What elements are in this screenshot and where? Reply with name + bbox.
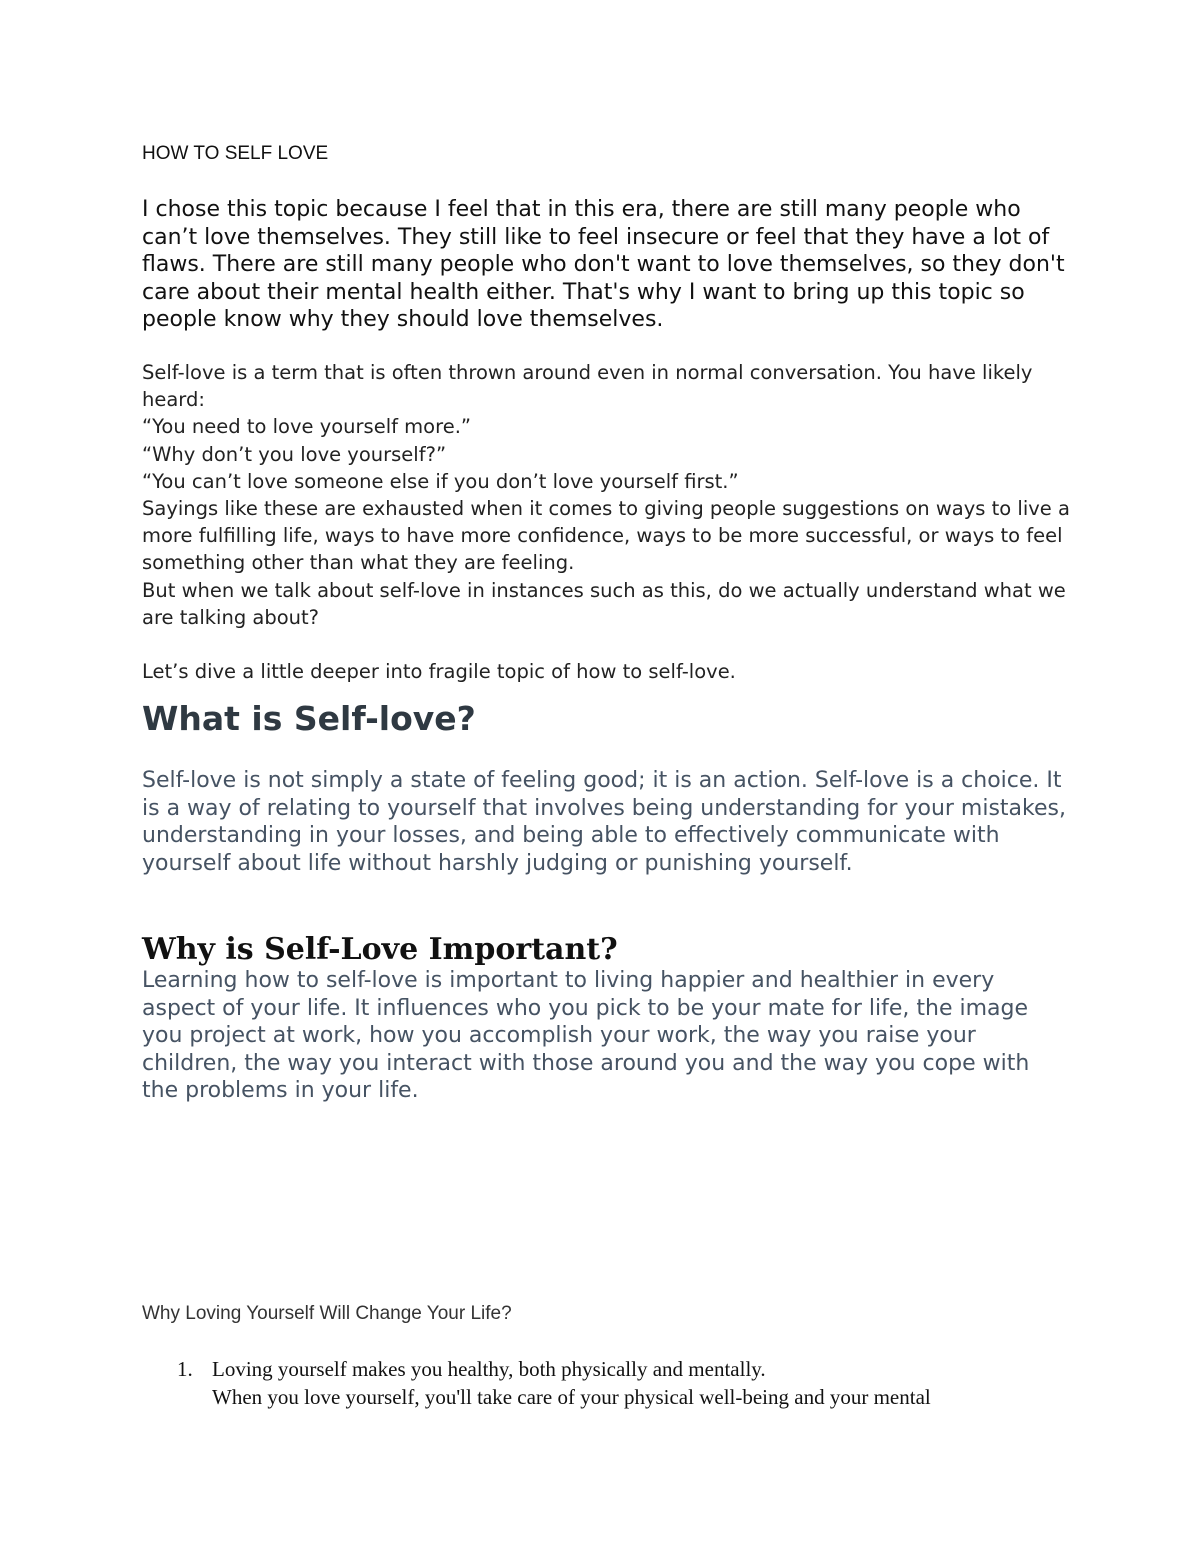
document-title: HOW TO SELF LOVE: [142, 143, 329, 164]
list-item-text: When you love yourself, you'll take care of your physical well-being and your mental: [212, 1385, 931, 1409]
why-important-body: Learning how to self-love is important to living happier and healthier in every aspect of your life. It influences who you pick to be your mate for life, the image you project at work, how you accomplish your work, the way you raise your children, the way you interact with those around you and the way you cope with the problems in your life.: [142, 968, 1030, 1104]
why-important-heading: Why is Self-Love Important?: [142, 932, 618, 967]
self-love-intro: [142, 359, 1072, 685]
intro-line: Self-love is a term that is often thrown around even in normal conversation. You have likely heard:: [142, 361, 1033, 412]
quote-line: “You can’t love someone else if you don’t love yourself first.”: [142, 469, 739, 493]
list-item-title: Loving yourself makes you healthy, both physically and mentally.: [212, 1357, 766, 1381]
reasons-list: [142, 1355, 1072, 1411]
what-is-self-love-heading: What is Self-love?: [142, 699, 476, 738]
list-item: [142, 1355, 1072, 1411]
list-number: 1.: [177, 1357, 193, 1381]
quote-line: “You need to love yourself more.”: [142, 415, 471, 439]
intro-paragraph: I chose this topic because I feel that in this era, there are still many people who can’t love themselves. They still like to feel insecure or feel that they have a lot of flaws. There are still many people who don't want to love themselves, so they don't care about their mental health either. That's why I want to bring up this topic so people know why they should love themselves.: [142, 197, 1065, 332]
change-life-heading: Why Loving Yourself Will Change Your Life?: [142, 1303, 512, 1324]
what-is-self-love-body: Self-love is not simply a state of feeling good; it is an action. Self-love is a choice. It is a way of relating to yourself that involves being understanding for your mistakes, understanding in your losses, and being able to effectively communicate with yourself about life without harshly judging or punishing yourself.: [142, 768, 1066, 876]
quote-line: “Why don’t you love yourself?”: [142, 442, 447, 466]
sayings-paragraph: Sayings like these are exhausted when it comes to giving people suggestions on ways to live a more fulfilling life, ways to have more confidence, ways to be more successful, or ways to feel something other than what they are feeling.: [142, 497, 1070, 575]
question-paragraph: But when we talk about self-love in instances such as this, do we actually understand what we are talking about?: [142, 578, 1066, 629]
dive-paragraph: Let’s dive a little deeper into fragile topic of how to self-love.: [142, 660, 736, 684]
